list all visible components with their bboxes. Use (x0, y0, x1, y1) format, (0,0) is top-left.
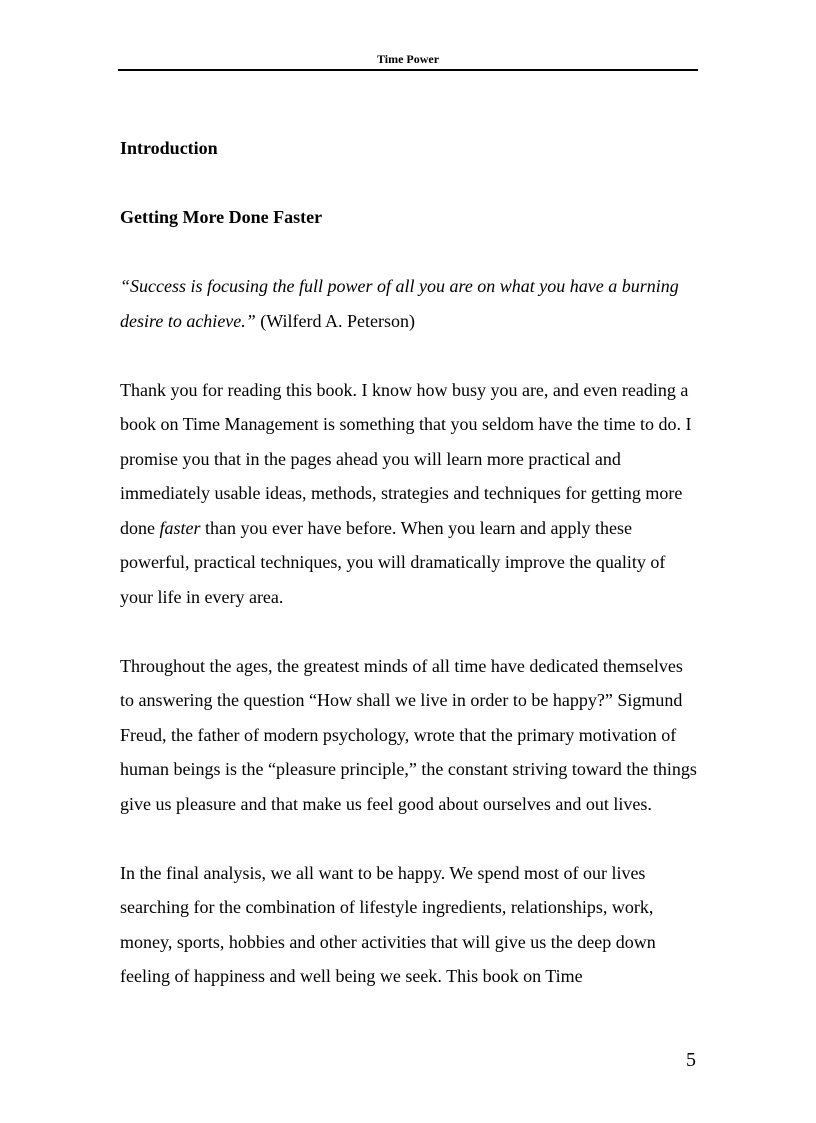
body-paragraph-2: Throughout the ages, the greatest minds of all time have dedicated themselves to answering the question “How shall we live in order to be happy?” Sigmund Freud, the father of modern psychology, wrote that the primary motivation of human beings is the “pleasure principle,” the constant striving toward the things give us pleasure and that make us feel good about ourselves and out lives. (120, 655, 697, 814)
paragraph-1-start: Thank you for reading this book. I know how busy you are, and even reading a book on Time Management is something that you seldom have the time to do. I promise you that in the pages ahead you will learn more practical and immediately usable ideas, methods, strategies and techniques for getting more done (120, 379, 692, 538)
paragraph-1-end: than you ever have before. When you learn and apply these powerful, practical techniques, you will dramatically improve the quality of your life in every area. (120, 517, 666, 607)
section-title: Getting More Done Faster (120, 207, 323, 227)
body-paragraph-3: In the final analysis, we all want to be happy. We spend most of our lives searching for the combination of lifestyle ingredients, relationships, work, money, sports, hobbies and other activities that will give us the deep down feeling of happiness and well being we seek. This book on Time (120, 862, 656, 986)
paragraph-1-emphasis: faster (159, 517, 201, 538)
epigraph-attribution: (Wilferd A. Peterson) (255, 310, 416, 331)
page-body (120, 131, 698, 1028)
chapter-label: Introduction (120, 138, 218, 158)
epigraph-quote: “Success is focusing the full power of all you are on what you have a burning desire to achieve.” (120, 276, 679, 331)
body-paragraph-1 (120, 373, 698, 615)
running-head: Time Power (376, 52, 440, 66)
epigraph (120, 269, 698, 338)
page-number: 5 (686, 1049, 696, 1071)
header-rule (118, 69, 698, 71)
